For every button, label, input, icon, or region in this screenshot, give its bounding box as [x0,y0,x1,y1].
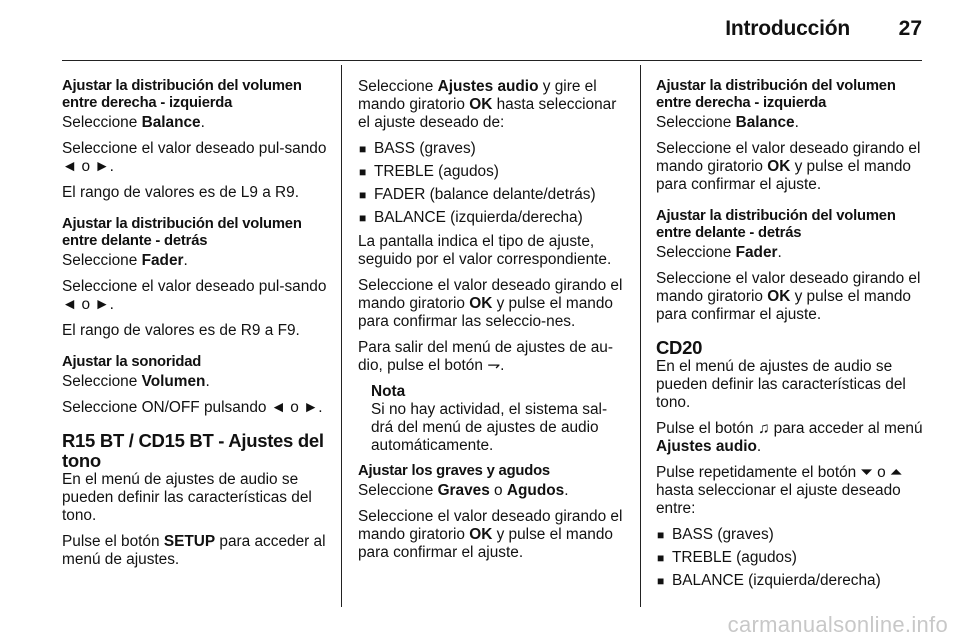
paragraph: Pulse repetidamente el botón ⏷ o ⏶ hasta seleccionar el ajuste deseado entre: [656,464,903,517]
paragraph [62,533,332,569]
right-column [656,78,924,596]
paragraph: El rango de valores es de R9 a F9. [62,322,300,339]
text: y pulse el mando para confirmar el ajuste. [656,288,911,323]
text: Seleccione [62,252,142,269]
text-bold: OK [469,96,493,113]
list-item: ■ BALANCE (izquierda/derecha) [358,209,628,227]
heading-loudness: Ajustar la sonoridad [62,354,202,370]
text: Seleccione [656,244,736,261]
text: y gire el mando giratorio [358,78,597,113]
paragraph [656,270,924,324]
paragraph [656,114,924,132]
text: Pulse el botón [62,533,164,550]
text-bold: Agudos [506,482,565,499]
text: Seleccione el valor deseado girando el mando giratorio [358,277,623,312]
text-bold: SETUP [163,533,216,550]
list-item: ■ BASS (graves) [656,526,924,544]
text-bold: Volumen [141,373,206,390]
text-bold: OK [469,526,493,543]
paragraph [62,114,332,132]
text-bold: OK [767,158,791,175]
note-body: Si no hay actividad, el sistema sal-drá del menú de ajustes de audio automáticamente. [371,401,608,454]
text-bold: Ajustes audio [656,438,757,455]
list-item: ■ TREBLE (agudos) [358,163,628,181]
text: . [756,438,762,455]
text: para acceder al menú de ajustes. [62,533,326,568]
list-item: ■ TREBLE (agudos) [656,549,924,567]
paragraph: En el menú de ajustes de audio se pueden definir las características del tono. [62,471,312,524]
text: . [205,373,210,390]
settings-list [358,140,628,227]
text: Seleccione el valor deseado girando el mando giratorio [656,270,921,305]
text-bold: OK [767,288,791,305]
text: y pulse el mando para confirmar el ajuste. [656,158,911,193]
text: . [200,114,205,131]
heading-fader: Ajustar la distribución del volumen entre delante - detrás [62,216,302,249]
section-title-cd20: CD20 [656,337,703,358]
heading-balance: Ajustar la distribución del volumen entre derecha - izquierda [656,78,896,111]
paragraph: La pantalla indica el tipo de ajuste, seguido por el valor correspondiente. [358,233,612,268]
paragraph: En el menú de ajustes de audio se pueden definir las características del tono. [656,358,906,411]
text-bold: Fader [735,244,778,261]
text: y pulse el mando para confirmar las seleccio-nes. [358,295,613,330]
note-box [358,383,628,455]
middle-column [358,78,628,570]
text-bold: Balance [141,114,201,131]
list-item: ■ FADER (balance delante/detrás) [358,186,628,204]
text-bold: Ajustes audio [437,78,539,95]
text: . [794,114,799,131]
paragraph [62,373,332,391]
text: Seleccione [358,78,438,95]
text-bold: Fader [141,252,184,269]
text: . [183,252,188,269]
text: Seleccione [62,114,142,131]
settings-list [656,526,924,590]
text: y pulse el mando para confirmar el ajuste. [358,526,613,561]
text: . [564,482,569,499]
text: o [489,482,507,499]
text-bold: Balance [735,114,795,131]
note-title: Nota [371,383,406,400]
paragraph [656,420,924,456]
paragraph [358,508,628,562]
paragraph [656,244,924,262]
paragraph: Seleccione ON/OFF pulsando ◄ o ►. [62,399,323,416]
heading-balance: Ajustar la distribución del volumen entre derecha - izquierda [62,78,302,111]
paragraph: Seleccione el valor deseado pul-sando ◄ o ►. [62,140,327,175]
paragraph [358,482,628,500]
text: Seleccione el valor deseado girando el mando giratorio [358,508,623,543]
paragraph [62,252,332,270]
paragraph: Para salir del menú de ajustes de au-dio, pulse el botón ⇁. [358,339,613,374]
section-title-r15: R15 BT / CD15 BT - Ajustes del tono [62,430,324,471]
text: Seleccione [656,114,736,131]
text: . [777,244,782,261]
text-bold: OK [469,295,493,312]
header-rule [62,60,922,61]
text: Seleccione el valor deseado girando el mando giratorio [656,140,921,175]
paragraph: El rango de valores es de L9 a R9. [62,184,299,201]
text: Seleccione [358,482,438,499]
text-bold: Graves [437,482,490,499]
left-column [62,78,332,577]
heading-bass-treble: Ajustar los graves y agudos [358,463,550,479]
paragraph [358,277,628,331]
page-number: 27 [898,17,922,40]
column-divider-2 [640,65,641,607]
heading-fader: Ajustar la distribución del volumen entre delante - detrás [656,208,896,241]
text: Pulse el botón ♫ para acceder al menú [656,420,923,437]
paragraph: Seleccione el valor deseado pul-sando ◄ o ►. [62,278,327,313]
footer-watermark: carmanualsonline.info [727,612,948,637]
paragraph [358,78,628,132]
column-divider-1 [341,65,342,607]
text: Seleccione [62,373,142,390]
page-header-title: Introducción [725,17,850,40]
text: hasta seleccionar el ajuste deseado de: [358,96,617,131]
list-item: ■ BASS (graves) [358,140,628,158]
paragraph [656,140,924,194]
list-item: ■ BALANCE (izquierda/derecha) [656,572,924,590]
